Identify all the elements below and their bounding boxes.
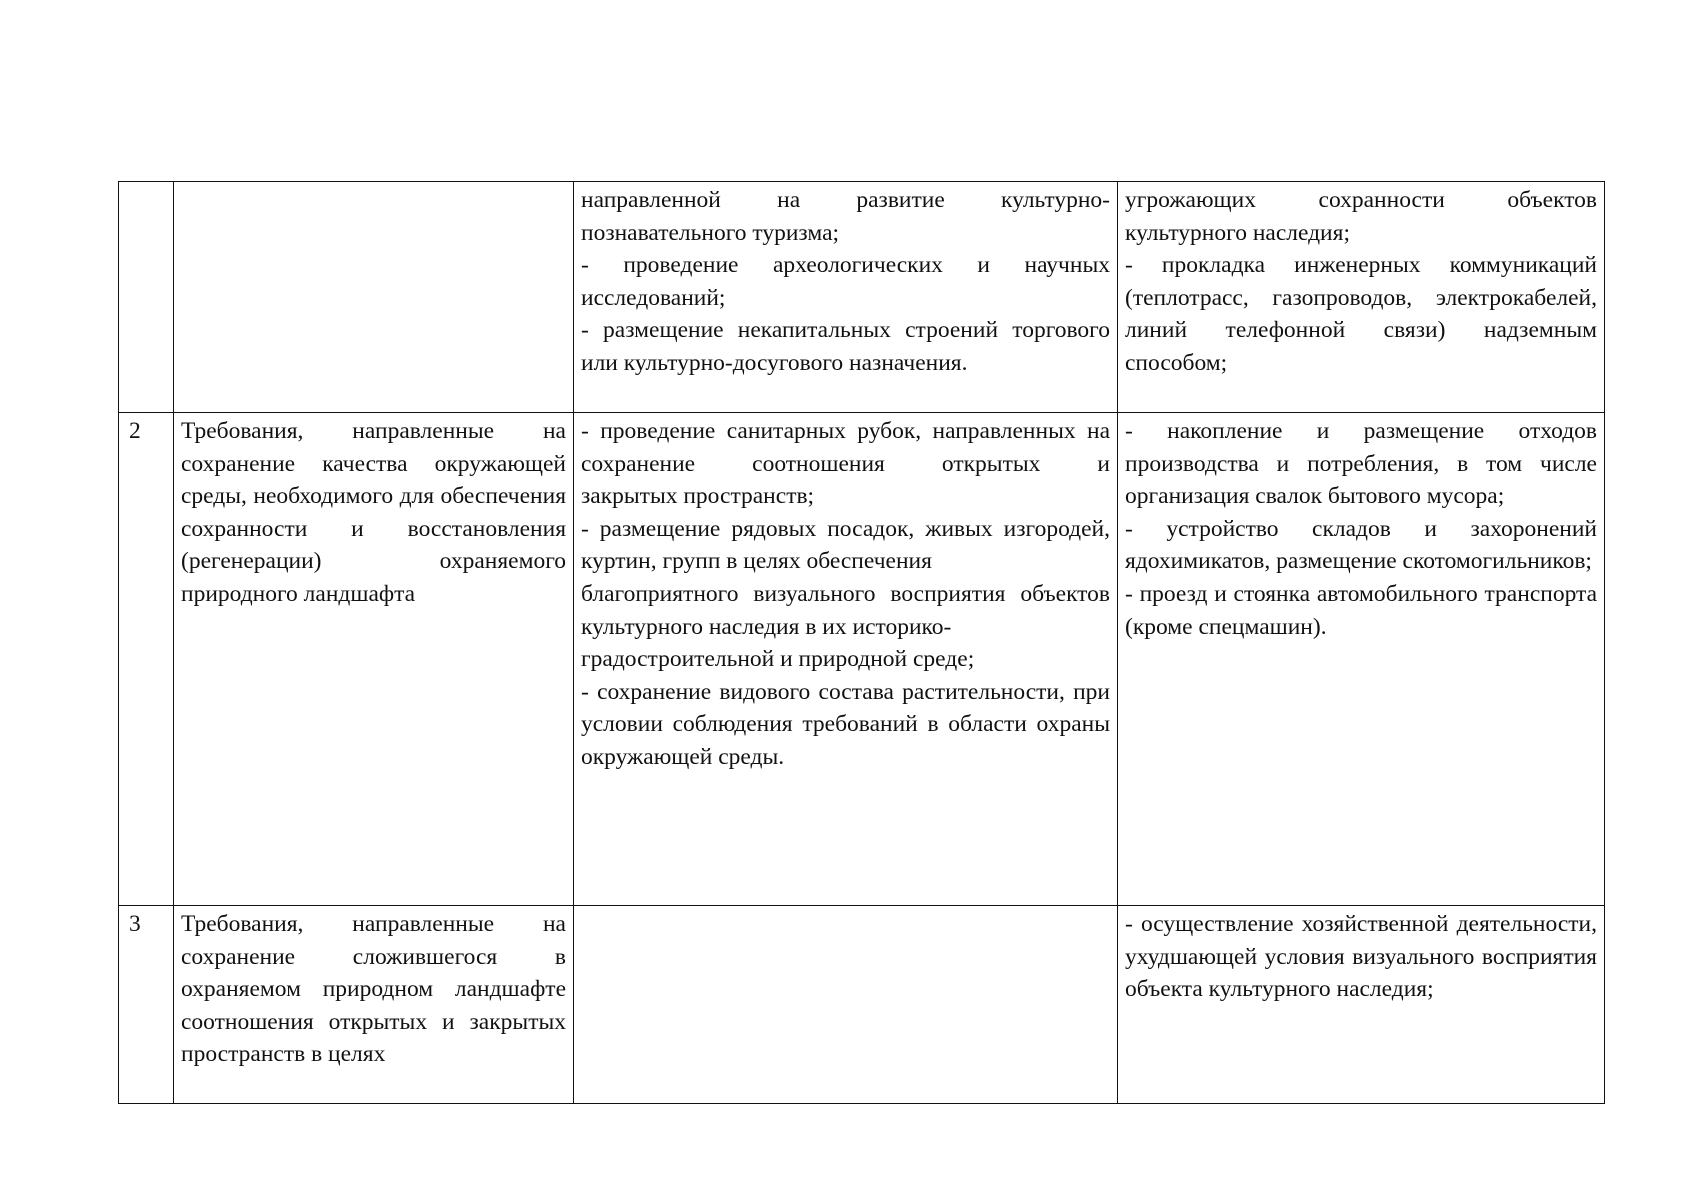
prohibited-activities-cell	[1118, 906, 1605, 1104]
row-number-cell	[119, 906, 174, 1104]
prohibited-item: - осуществление хозяйственной деятельности, ухудшающей условия визуального восприятия объекта культурного наследия;	[1125, 911, 1597, 1003]
allowed-item: благоприятного визуального восприятия объектов культурного наследия в их историко-	[581, 580, 1110, 640]
row-number: 2	[129, 418, 141, 444]
prohibited-item: - устройство складов и захоронений ядохимикатов, размещение скотомогильников;	[1125, 515, 1597, 575]
requirement-text: Требования, направленные на сохранение сложившегося в охраняемом природном ландшафте соотношения открытых и закрытых пространств в целях	[181, 911, 566, 1068]
requirement-text: Требования, направленные на сохранение качества окружающей среды, необходимого для обеспечения сохранности и восстановления (регенерации) охраняемого природного ландшафта	[181, 418, 566, 607]
allowed-activities-cell	[574, 413, 1118, 906]
prohibited-item: - проезд и стоянка автомобильного транспорта (кроме спецмашин).	[1125, 580, 1597, 640]
allowed-activities-cell	[574, 906, 1118, 1104]
row-number-cell	[119, 182, 174, 413]
requirement-cell	[174, 182, 574, 413]
prohibited-item: - накопление и размещение отходов производства и потребления, в том числе организация свалок бытового мусора;	[1125, 418, 1597, 510]
allowed-item: направленной на развитие культурно-познавательного туризма;	[581, 187, 1110, 246]
allowed-item: - размещение рядовых посадок, живых изгородей, куртин, групп в целях обеспечения	[581, 515, 1110, 575]
allowed-item: - проведение санитарных рубок, направленных на сохранение соотношения открытых и	[581, 418, 1110, 477]
table-row	[119, 413, 1605, 906]
allowed-item: градостроительной и природной среде;	[581, 646, 975, 673]
requirement-cell	[174, 413, 574, 906]
allowed-item: - сохранение видового состава растительности, при условии соблюдения требований в области охраны окружающей среды.	[581, 678, 1110, 770]
prohibited-activities-cell	[1118, 182, 1605, 413]
row-number-cell	[119, 413, 174, 906]
requirement-cell	[174, 906, 574, 1104]
requirements-table	[118, 181, 1605, 1104]
row-number: 3	[129, 911, 141, 937]
allowed-item: - проведение археологических и научных исследований;	[581, 252, 1110, 311]
prohibited-item: - прокладка инженерных коммуникаций (теплотрасс, газопроводов, электрокабелей, линий телефонной связи) надземным способом;	[1125, 252, 1597, 376]
allowed-item: - размещение некапитальных строений торгового или культурно-досугового назначения.	[581, 317, 1110, 376]
prohibited-item: угрожающих сохранности объектов культурного наследия;	[1125, 187, 1597, 246]
table-row	[119, 906, 1605, 1104]
allowed-activities-cell	[574, 182, 1118, 413]
allowed-item: закрытых пространств;	[581, 483, 815, 510]
table-row	[119, 182, 1605, 413]
prohibited-activities-cell	[1118, 413, 1605, 906]
